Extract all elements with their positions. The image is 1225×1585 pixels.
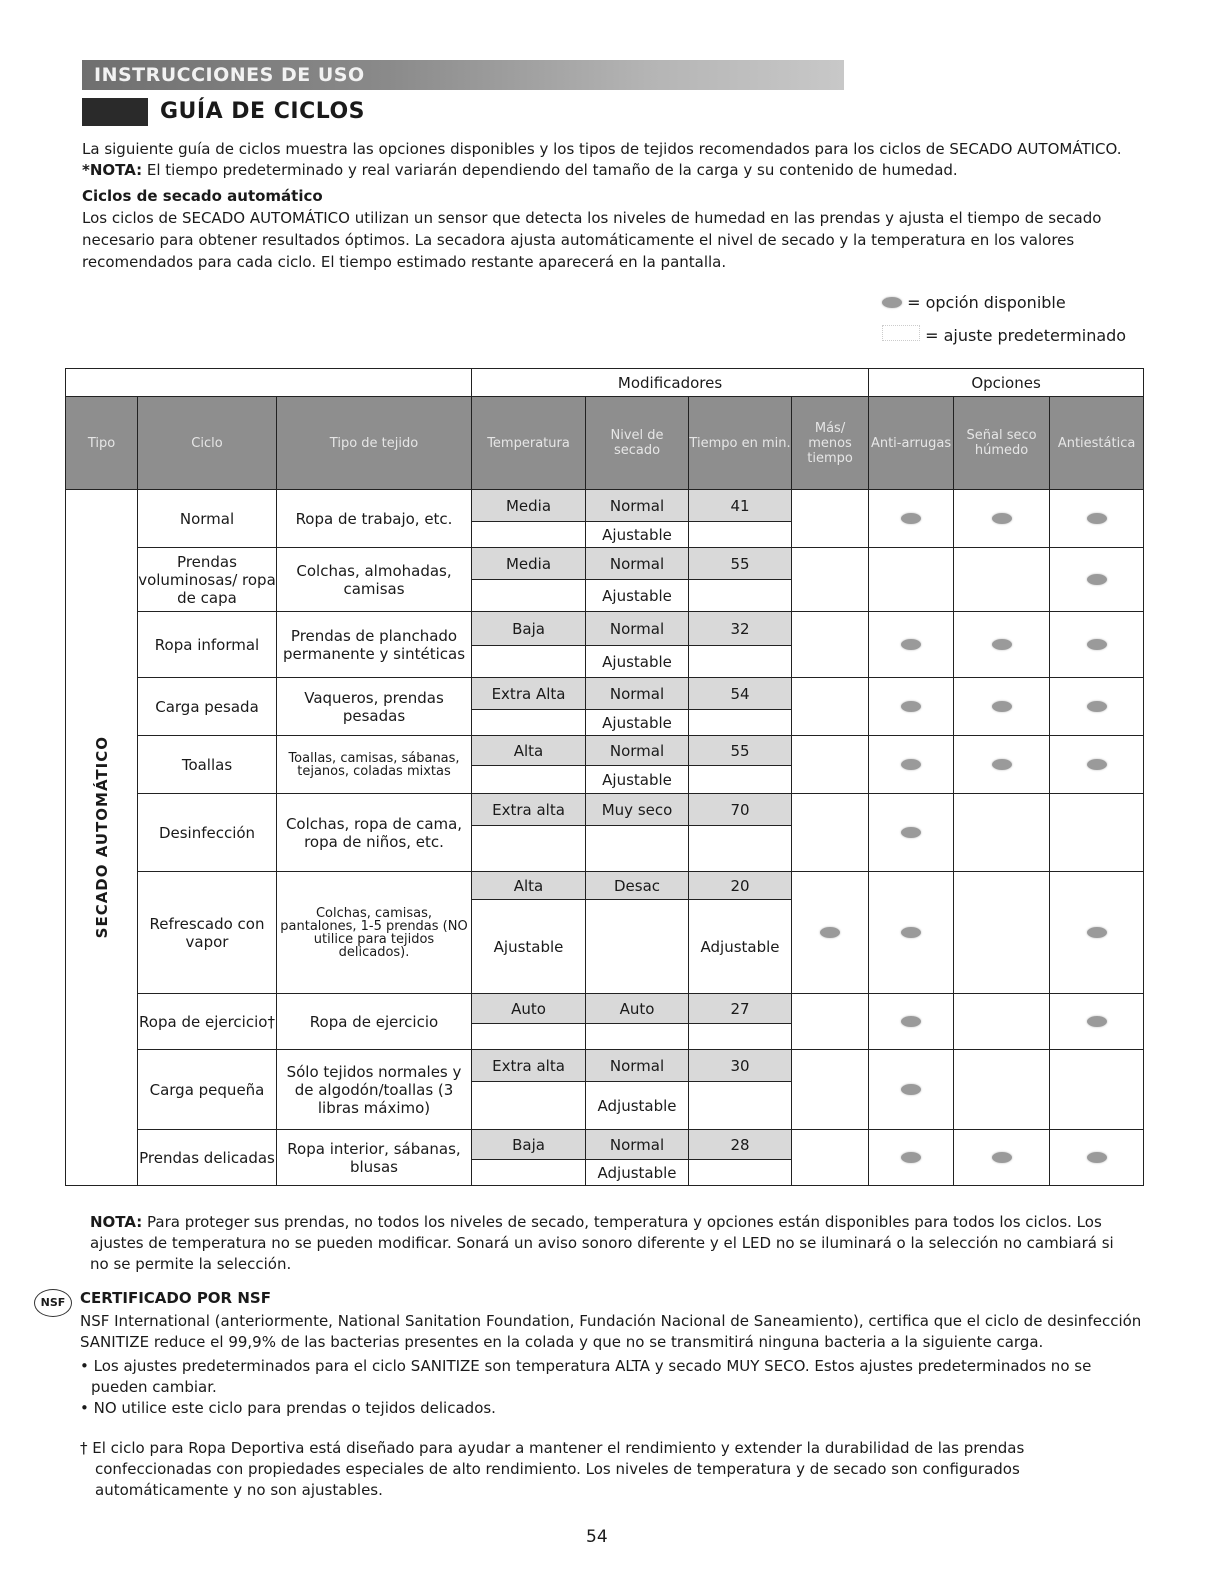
temperature-alt [472,1082,586,1130]
fabric-type: Toallas, camisas, sábanas, tejanos, coladas mixtas [277,736,472,794]
time-alt [689,1082,792,1130]
time-alt: Adjustable [689,900,792,994]
cycle-table [65,368,1144,1186]
nsf-line: SANITIZE reduce el 99,9% de las bacterias presentes en la colada y que no se transmitirá ninguna bacteria a la siguiente carga. [80,1333,1044,1351]
fabric-type: Ropa de trabajo, etc. [277,490,472,548]
more-less-time-cell [792,994,869,1050]
more-less-time-cell [792,736,869,794]
table-row [66,1130,1144,1160]
dry-level-alt: Adjustable [586,1160,689,1186]
legend-available: = opción disponible [882,293,1066,312]
anti-wrinkle-available-dot-icon [901,1084,921,1095]
dry-level-alt [586,1024,689,1050]
time-default: 41 [689,490,792,522]
table-row [66,794,1144,826]
nota-paragraph: NOTA: Para proteger sus prendas, no todos los niveles de secado, temperatura y opciones están disponibles para todos los ciclos. Los [90,1213,1102,1231]
intro-line: La siguiente guía de ciclos muestra las opciones disponibles y los tipos de tejidos recomendados para los ciclos de SECADO AUTOMÁTICO. [82,140,1122,158]
table-row [66,736,1144,766]
time-default: 55 [689,548,792,580]
anti-wrinkle-available-dot-icon [901,701,921,712]
more-less-time-cell [792,490,869,548]
time-alt [689,580,792,612]
header-temperatura: Temperatura [472,397,586,490]
dry-level-default: Normal [586,736,689,766]
temperature-alt [472,646,586,678]
damp-dry-signal-cell [954,490,1050,548]
default-swatch-icon [882,325,920,341]
table-row [66,872,1144,900]
damp-dry-signal-cell [954,872,1050,994]
anti-wrinkle-cell [869,548,954,612]
table-row [66,678,1144,710]
antistatic-cell [1050,490,1144,548]
more-less-time-available-dot-icon [820,927,840,938]
dry-level-alt [586,900,689,994]
anti-wrinkle-available-dot-icon [901,927,921,938]
cycle-name: Desinfección [138,794,277,872]
footnote-line: † El ciclo para Ropa Deportiva está diseñado para ayudar a mantener el rendimiento y extender la durabilidad de las prendas [80,1439,1025,1457]
dry-level-default: Normal [586,1130,689,1160]
dry-level-alt: Ajustable [586,522,689,548]
header-tiempo: Tiempo en min. [689,397,792,490]
dry-level-default: Auto [586,994,689,1024]
fabric-type: Ropa de ejercicio [277,994,472,1050]
cycle-name: Prendas voluminosas/ ropa de capa [138,548,277,612]
antistatic-available-dot-icon [1087,513,1107,524]
damp-dry-signal-available-dot-icon [992,1152,1012,1163]
more-less-time-cell [792,548,869,612]
temperature-default: Alta [472,872,586,900]
antistatic-available-dot-icon [1087,701,1107,712]
nsf-bullet-cont: pueden cambiar. [91,1378,217,1396]
time-alt [689,646,792,678]
anti-wrinkle-available-dot-icon [901,827,921,838]
nsf-bullet: • Los ajustes predeterminados para el ciclo SANITIZE son temperatura ALTA y secado MUY SECO. Estos ajustes predeterminados no se [80,1357,1092,1375]
tipo-cell [66,490,138,1186]
cycle-name: Carga pesada [138,678,277,736]
damp-dry-signal-cell [954,548,1050,612]
header-senal: Señal seco húmedo [954,397,1050,490]
subsection-title: Ciclos de secado automático [82,187,323,205]
intro-paragraph-line: necesario para obtener resultados óptimos. La secadora ajusta automáticamente el nivel de secado y la temperatura en los valores [82,231,1075,249]
temperature-default: Extra alta [472,794,586,826]
dry-level-alt [586,826,689,872]
dry-level-alt: Ajustable [586,646,689,678]
time-default: 27 [689,994,792,1024]
fabric-type: Vaqueros, prendas pesadas [277,678,472,736]
table-row [66,994,1144,1024]
anti-wrinkle-cell [869,1050,954,1130]
temperature-default: Media [472,490,586,522]
antistatic-cell [1050,678,1144,736]
dry-level-default: Normal [586,678,689,710]
group-opciones: Opciones [869,369,1144,397]
antistatic-available-dot-icon [1087,574,1107,585]
time-default: 30 [689,1050,792,1082]
temperature-alt [472,1024,586,1050]
header-ciclo: Ciclo [138,397,277,490]
temperature-default: Baja [472,612,586,646]
damp-dry-signal-available-dot-icon [992,639,1012,650]
dry-level-default: Desac [586,872,689,900]
page-title: GUÍA DE CICLOS [160,99,365,124]
antistatic-cell [1050,1050,1144,1130]
table-corner [66,369,472,397]
time-alt [689,1160,792,1186]
section-header-bar [82,60,844,90]
page-number: 54 [586,1527,608,1547]
antistatic-cell [1050,872,1144,994]
anti-wrinkle-cell [869,736,954,794]
more-less-time-cell [792,794,869,872]
cycle-name: Ropa informal [138,612,277,678]
more-less-time-cell [792,678,869,736]
fabric-type: Sólo tejidos normales y de algodón/toallas (3 libras máximo) [277,1050,472,1130]
temperature-alt [472,826,586,872]
title-marker [82,98,148,126]
more-less-time-cell [792,1050,869,1130]
antistatic-cell [1050,794,1144,872]
temperature-alt [472,1160,586,1186]
nsf-line: NSF International (anteriormente, National Sanitation Foundation, Fundación Nacional de Saneamiento), certifica que el ciclo de desinfección [80,1312,1142,1330]
cycle-name: Toallas [138,736,277,794]
temperature-default: Media [472,548,586,580]
header-tejido: Tipo de tejido [277,397,472,490]
time-alt [689,710,792,736]
anti-wrinkle-available-dot-icon [901,1152,921,1163]
anti-wrinkle-available-dot-icon [901,759,921,770]
legend-default: = ajuste predeterminado [882,325,1126,345]
table-row [66,548,1144,580]
footnote-line: automáticamente y no son ajustables. [95,1481,383,1499]
anti-wrinkle-cell [869,1130,954,1186]
anti-wrinkle-cell [869,490,954,548]
cycle-name: Carga pequeña [138,1050,277,1130]
anti-wrinkle-cell [869,794,954,872]
temperature-alt [472,710,586,736]
footnote-line: confeccionadas con propiedades especiales de alto rendimiento. Los niveles de temperatura y de secado son configurados [95,1460,1020,1478]
cycle-name: Ropa de ejercicio† [138,994,277,1050]
anti-wrinkle-cell [869,994,954,1050]
header-mas-menos: Más/ menos tiempo [792,397,869,490]
damp-dry-signal-available-dot-icon [992,513,1012,524]
cycle-name: Refrescado con vapor [138,872,277,994]
anti-wrinkle-cell [869,678,954,736]
nota-label: *NOTA: [82,161,143,179]
temperature-alt: Ajustable [472,900,586,994]
antistatic-available-dot-icon [1087,639,1107,650]
table-row [66,612,1144,646]
nsf-title: CERTIFICADO POR NSF [80,1289,271,1307]
time-default: 55 [689,736,792,766]
anti-wrinkle-available-dot-icon [901,513,921,524]
fabric-type: Colchas, almohadas, camisas [277,548,472,612]
anti-wrinkle-cell [869,612,954,678]
temperature-alt [472,522,586,548]
dry-level-default: Normal [586,490,689,522]
header-antiarrugas: Anti-arrugas [869,397,954,490]
nsf-logo: NSF [34,1289,72,1317]
more-less-time-cell [792,612,869,678]
damp-dry-signal-cell [954,1130,1050,1186]
anti-wrinkle-cell [869,872,954,994]
dry-level-default: Normal [586,548,689,580]
antistatic-available-dot-icon [1087,927,1107,938]
intro-nota [82,160,958,180]
antistatic-available-dot-icon [1087,1152,1107,1163]
temperature-default: Baja [472,1130,586,1160]
dry-level-default: Normal [586,1050,689,1082]
group-modificadores: Modificadores [472,369,869,397]
dry-level-default: Muy seco [586,794,689,826]
time-alt [689,1024,792,1050]
antistatic-cell [1050,548,1144,612]
cycle-name: Prendas delicadas [138,1130,277,1186]
dry-level-alt: Ajustable [586,710,689,736]
time-alt [689,826,792,872]
antistatic-available-dot-icon [1087,759,1107,770]
damp-dry-signal-available-dot-icon [992,759,1012,770]
intro-paragraph-line: Los ciclos de SECADO AUTOMÁTICO utilizan un sensor que detecta los niveles de humedad en las prendas y ajusta el tiempo de secado [82,209,1102,227]
available-dot-icon [882,297,902,308]
antistatic-cell [1050,612,1144,678]
time-default: 32 [689,612,792,646]
time-default: 28 [689,1130,792,1160]
damp-dry-signal-available-dot-icon [992,701,1012,712]
temperature-default: Auto [472,994,586,1024]
damp-dry-signal-cell [954,994,1050,1050]
anti-wrinkle-available-dot-icon [901,1016,921,1027]
damp-dry-signal-cell [954,1050,1050,1130]
table-row [66,1050,1144,1082]
antistatic-cell [1050,1130,1144,1186]
antistatic-cell [1050,736,1144,794]
section-header: INSTRUCCIONES DE USO [94,64,365,86]
time-default: 70 [689,794,792,826]
nota-line: ajustes de temperatura no se pueden modificar. Sonará un aviso sonoro diferente y el LED no se iluminará o la selección no cambiará si [90,1234,1114,1252]
dry-level-alt: Ajustable [586,580,689,612]
temperature-default: Extra alta [472,1050,586,1082]
time-default: 54 [689,678,792,710]
more-less-time-cell [792,1130,869,1186]
cycle-name: Normal [138,490,277,548]
dry-level-alt: Adjustable [586,1082,689,1130]
fabric-type: Ropa interior, sábanas, blusas [277,1130,472,1186]
nota-line: no se permite la selección. [90,1255,292,1273]
tipo-label: SECADO AUTOMÁTICO [92,736,111,939]
table-row [66,490,1144,522]
damp-dry-signal-cell [954,612,1050,678]
anti-wrinkle-available-dot-icon [901,639,921,650]
dry-level-alt: Ajustable [586,766,689,794]
damp-dry-signal-cell [954,794,1050,872]
dry-level-default: Normal [586,612,689,646]
table-body [66,490,1144,1186]
temperature-alt [472,766,586,794]
time-default: 20 [689,872,792,900]
time-alt [689,766,792,794]
antistatic-cell [1050,994,1144,1050]
more-less-time-cell [792,872,869,994]
nsf-bullet: • NO utilice este ciclo para prendas o tejidos delicados. [80,1399,496,1417]
intro-paragraph-line: recomendados para cada ciclo. El tiempo estimado restante aparecerá en la pantalla. [82,253,727,271]
temperature-alt [472,580,586,612]
fabric-type: Prendas de planchado permanente y sintéticas [277,612,472,678]
damp-dry-signal-cell [954,678,1050,736]
fabric-type: Colchas, camisas, pantalones, 1-5 prendas (NO utilice para tejidos delicados). [277,872,472,994]
nota-text: El tiempo predeterminado y real variarán dependiendo del tamaño de la carga y su contenido de humedad. [142,161,958,179]
time-alt [689,522,792,548]
antistatic-available-dot-icon [1087,1016,1107,1027]
temperature-default: Alta [472,736,586,766]
header-tipo: Tipo [66,397,138,490]
damp-dry-signal-cell [954,736,1050,794]
temperature-default: Extra Alta [472,678,586,710]
fabric-type: Colchas, ropa de cama, ropa de niños, etc. [277,794,472,872]
header-antiestatica: Antiestática [1050,397,1144,490]
header-nivel: Nivel de secado [586,397,689,490]
